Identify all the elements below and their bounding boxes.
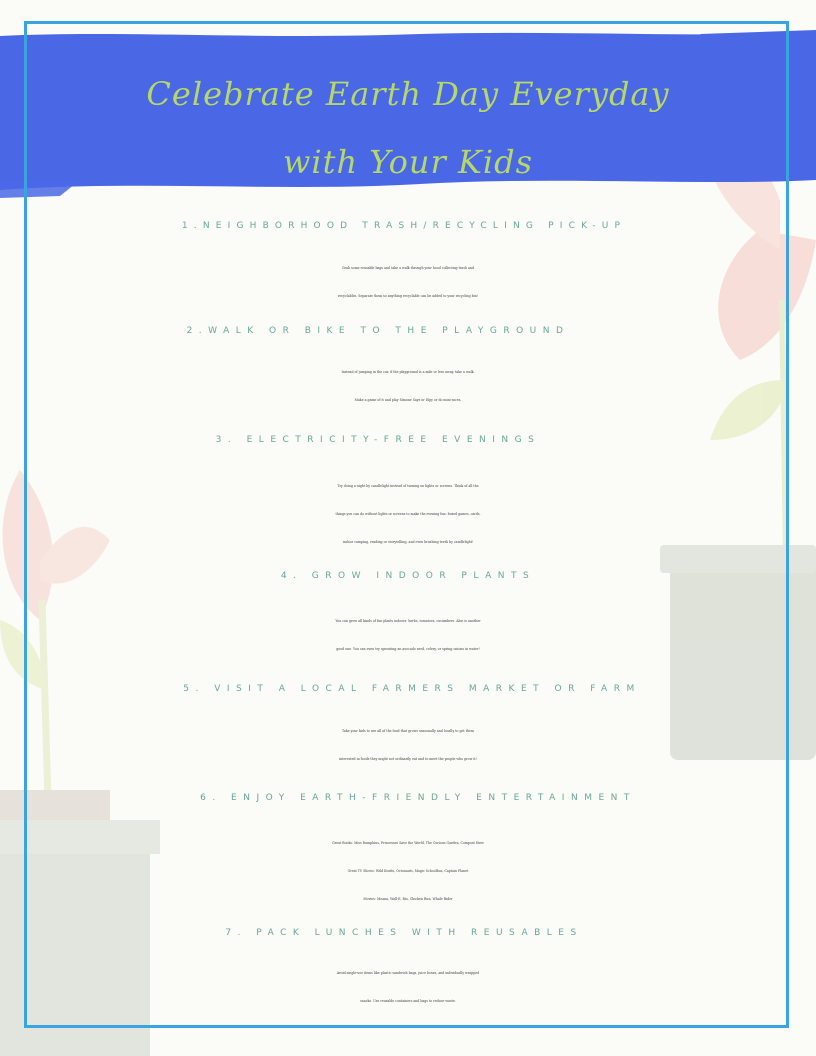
section-2-line-1: Instead of jumping in the car, if the playground is a mile or less away, take a walk.	[341, 370, 475, 374]
section-1-line-1: Grab some reusable bags and take a walk through your hood collecting trash and	[341, 266, 475, 270]
section-body-7	[24, 959, 792, 1015]
section-7-line-1: Avoid single-use items like plastic sandwich bags, juice boxes, and individually wrapped	[336, 971, 480, 975]
section-body-2	[24, 358, 792, 414]
page-title-line-1: Celebrate Earth Day Everyday	[146, 75, 670, 113]
section-5-line-2: interested in foods they might not ordinarily eat and to meet the people who grow it!	[339, 757, 477, 761]
section-6-line-2: Great TV Shows: Wild Kratts, Octonauts, Magic Schoolbus, Captain Planet	[347, 869, 469, 873]
section-heading-3: 3. ELECTRICITY-FREE EVENINGS	[215, 435, 541, 445]
section-heading-4: 4. GROW INDOOR PLANTS	[280, 571, 536, 581]
section-body-4	[24, 607, 792, 663]
section-5-line-1: Take your kids to see all of the food that grows seasonally and locally to get them	[342, 729, 474, 733]
section-4-line-1: You can grow all kinds of fun plants indoors: herbs, tomatoes, cucumbers. Aloe is another	[335, 619, 481, 623]
section-2-line-2: Make a game of it and play Simone Says or ISpy or do mini-races.	[354, 398, 462, 402]
section-6-line-3: Movies: Moana, Wall-E, Rio, Chicken Run, Whale Rider	[363, 897, 453, 901]
section-heading-7: 7. PACK LUNCHES WITH REUSABLES	[225, 928, 583, 938]
section-3-line-1: Try doing a night by candlelight instead of turning on lights or screens. Think of all the	[337, 484, 479, 488]
section-heading-1: 1.NEIGHBORHOOD TRASH/RECYCLING PICK-UP	[181, 221, 627, 231]
section-body-3	[24, 472, 792, 556]
page-title-line-2: with Your Kids	[283, 143, 533, 181]
section-heading-6: 6. ENJOY EARTH-FRIENDLY ENTERTAINMENT	[200, 793, 636, 803]
section-heading-2: 2.WALK OR BIKE TO THE PLAYGROUND	[186, 326, 570, 336]
section-body-1	[24, 254, 792, 310]
section-1-line-2: recyclables. Separate them so anything recyclable can be added to your recycling bin!	[337, 294, 479, 298]
section-body-6	[24, 829, 792, 913]
section-body-5	[24, 717, 792, 773]
section-6-line-1: Great Books: Miss Rumphius, Princesses Save the World, The Curious Garden, Compost Stew	[332, 841, 484, 845]
section-heading-5: 5. VISIT A LOCAL FARMERS MARKET OR FARM	[183, 684, 641, 694]
section-7-line-2: snacks. Use reusable containers and bags to reduce waste.	[360, 999, 456, 1003]
section-3-line-2: things you can do without lights or screens to make the evening fun: board games, cards,	[335, 512, 481, 516]
section-3-line-3: indoor camping, reading or storytelling, and even brushing teeth by candlelight!	[342, 540, 474, 544]
section-4-line-2: good one. You can even try sprouting an avocado seed, celery, or spring onions in water!	[336, 647, 480, 651]
